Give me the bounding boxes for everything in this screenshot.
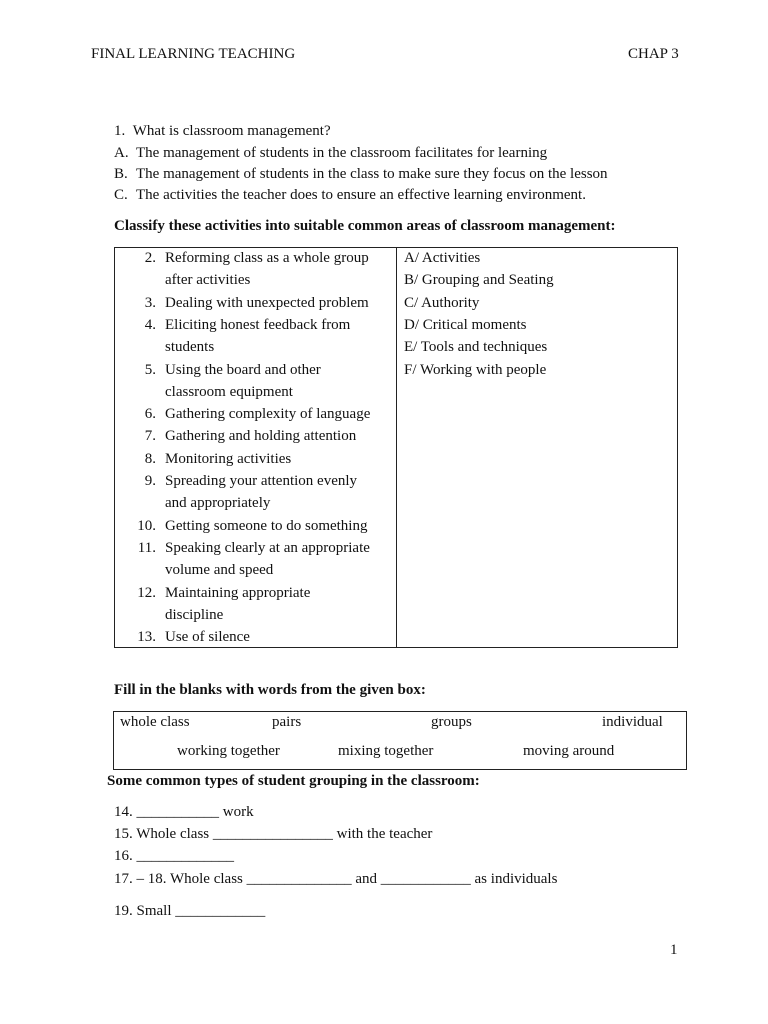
activity-text: Maintaining appropriate: [165, 584, 311, 601]
option-letter: B.: [114, 166, 128, 182]
question-text: What is classroom management?: [132, 123, 331, 139]
activity-text: Reforming class as a whole group: [165, 250, 369, 266]
area-item: B/ Grouping and Seating: [404, 272, 554, 289]
area-item: C/ Authority: [404, 294, 480, 311]
question-number: 1.: [114, 123, 133, 139]
activity-text: Monitoring activities: [165, 450, 292, 467]
question-1: [114, 123, 331, 140]
area-item: F/ Working with people: [404, 361, 547, 378]
area-item: E/ Tools and techniques: [404, 339, 548, 356]
header-left: FINAL LEARNING TEACHING: [91, 46, 296, 62]
activity-text: after activities: [165, 272, 251, 289]
activity-number: 5.: [144, 361, 156, 378]
word-box: [113, 711, 687, 770]
option-text: The activities the teacher does to ensure an effective learning environment.: [136, 187, 586, 203]
area-item: A/ Activities: [404, 250, 481, 266]
option-text: The management of students in the class to make sure they focus on the lesson: [136, 166, 608, 182]
grouping-heading: Some common types of student grouping in the classroom:: [107, 773, 480, 789]
activity-text: Spreading your attention evenly: [165, 473, 358, 489]
option-letter: A.: [114, 145, 129, 161]
blank-16: 16. _____________: [114, 848, 234, 864]
word-pairs: pairs: [272, 714, 302, 730]
activity-text: discipline: [165, 606, 224, 623]
blank-15: 15. Whole class ________________ with the teacher: [114, 826, 433, 842]
activity-number: 12.: [137, 584, 156, 601]
blank-14: 14. ___________ work: [114, 804, 254, 820]
word-groups: groups: [431, 714, 472, 730]
header-right: CHAP 3: [628, 46, 679, 62]
option-c: [114, 187, 586, 204]
activity-text: students: [165, 339, 215, 356]
activity-text: classroom equipment: [165, 383, 293, 400]
word-whole-class: whole class: [120, 714, 190, 730]
activity-text: volume and speed: [165, 562, 274, 579]
activity-text: Eliciting honest feedback from: [165, 316, 351, 333]
activity-text: Use of silence: [165, 629, 250, 646]
activity-text: Using the board and other: [165, 361, 321, 378]
option-letter: C.: [114, 187, 128, 203]
table-divider: [396, 247, 397, 648]
fill-heading: Fill in the blanks with words from the given box:: [114, 682, 426, 698]
activity-number: 11.: [137, 539, 156, 556]
option-b: [114, 166, 608, 183]
activity-number: 6.: [144, 406, 156, 423]
activity-text: Speaking clearly at an appropriate: [165, 539, 370, 556]
activity-number: 7.: [144, 428, 156, 445]
activity-number: 13.: [137, 629, 156, 646]
activity-number: 10.: [137, 517, 156, 534]
area-item: D/ Critical moments: [404, 316, 527, 333]
word-working-together: working together: [177, 743, 280, 759]
activity-text: Dealing with unexpected problem: [165, 294, 369, 311]
activity-number: 4.: [144, 316, 156, 333]
activity-text: Gathering and holding attention: [165, 428, 357, 445]
blank-17-18: 17. – 18. Whole class ______________ and ____________ as individuals: [114, 871, 558, 887]
activity-text: Getting someone to do something: [165, 517, 368, 534]
activity-text: Gathering complexity of language: [165, 406, 371, 423]
word-individual: individual: [602, 714, 663, 730]
activity-number: 2.: [144, 250, 156, 266]
word-moving-around: moving around: [523, 743, 615, 759]
option-text: The management of students in the classroom facilitates for learning: [136, 145, 548, 161]
option-a: [114, 145, 547, 162]
blank-19: 19. Small ____________: [114, 903, 266, 919]
page-number: 1: [670, 942, 678, 958]
activity-text: and appropriately: [165, 495, 271, 512]
activity-number: 9.: [144, 473, 156, 489]
activity-number: 3.: [144, 294, 156, 311]
word-mixing-together: mixing together: [338, 743, 434, 759]
classify-heading: Classify these activities into suitable common areas of classroom management:: [114, 218, 616, 234]
activity-number: 8.: [144, 450, 156, 467]
